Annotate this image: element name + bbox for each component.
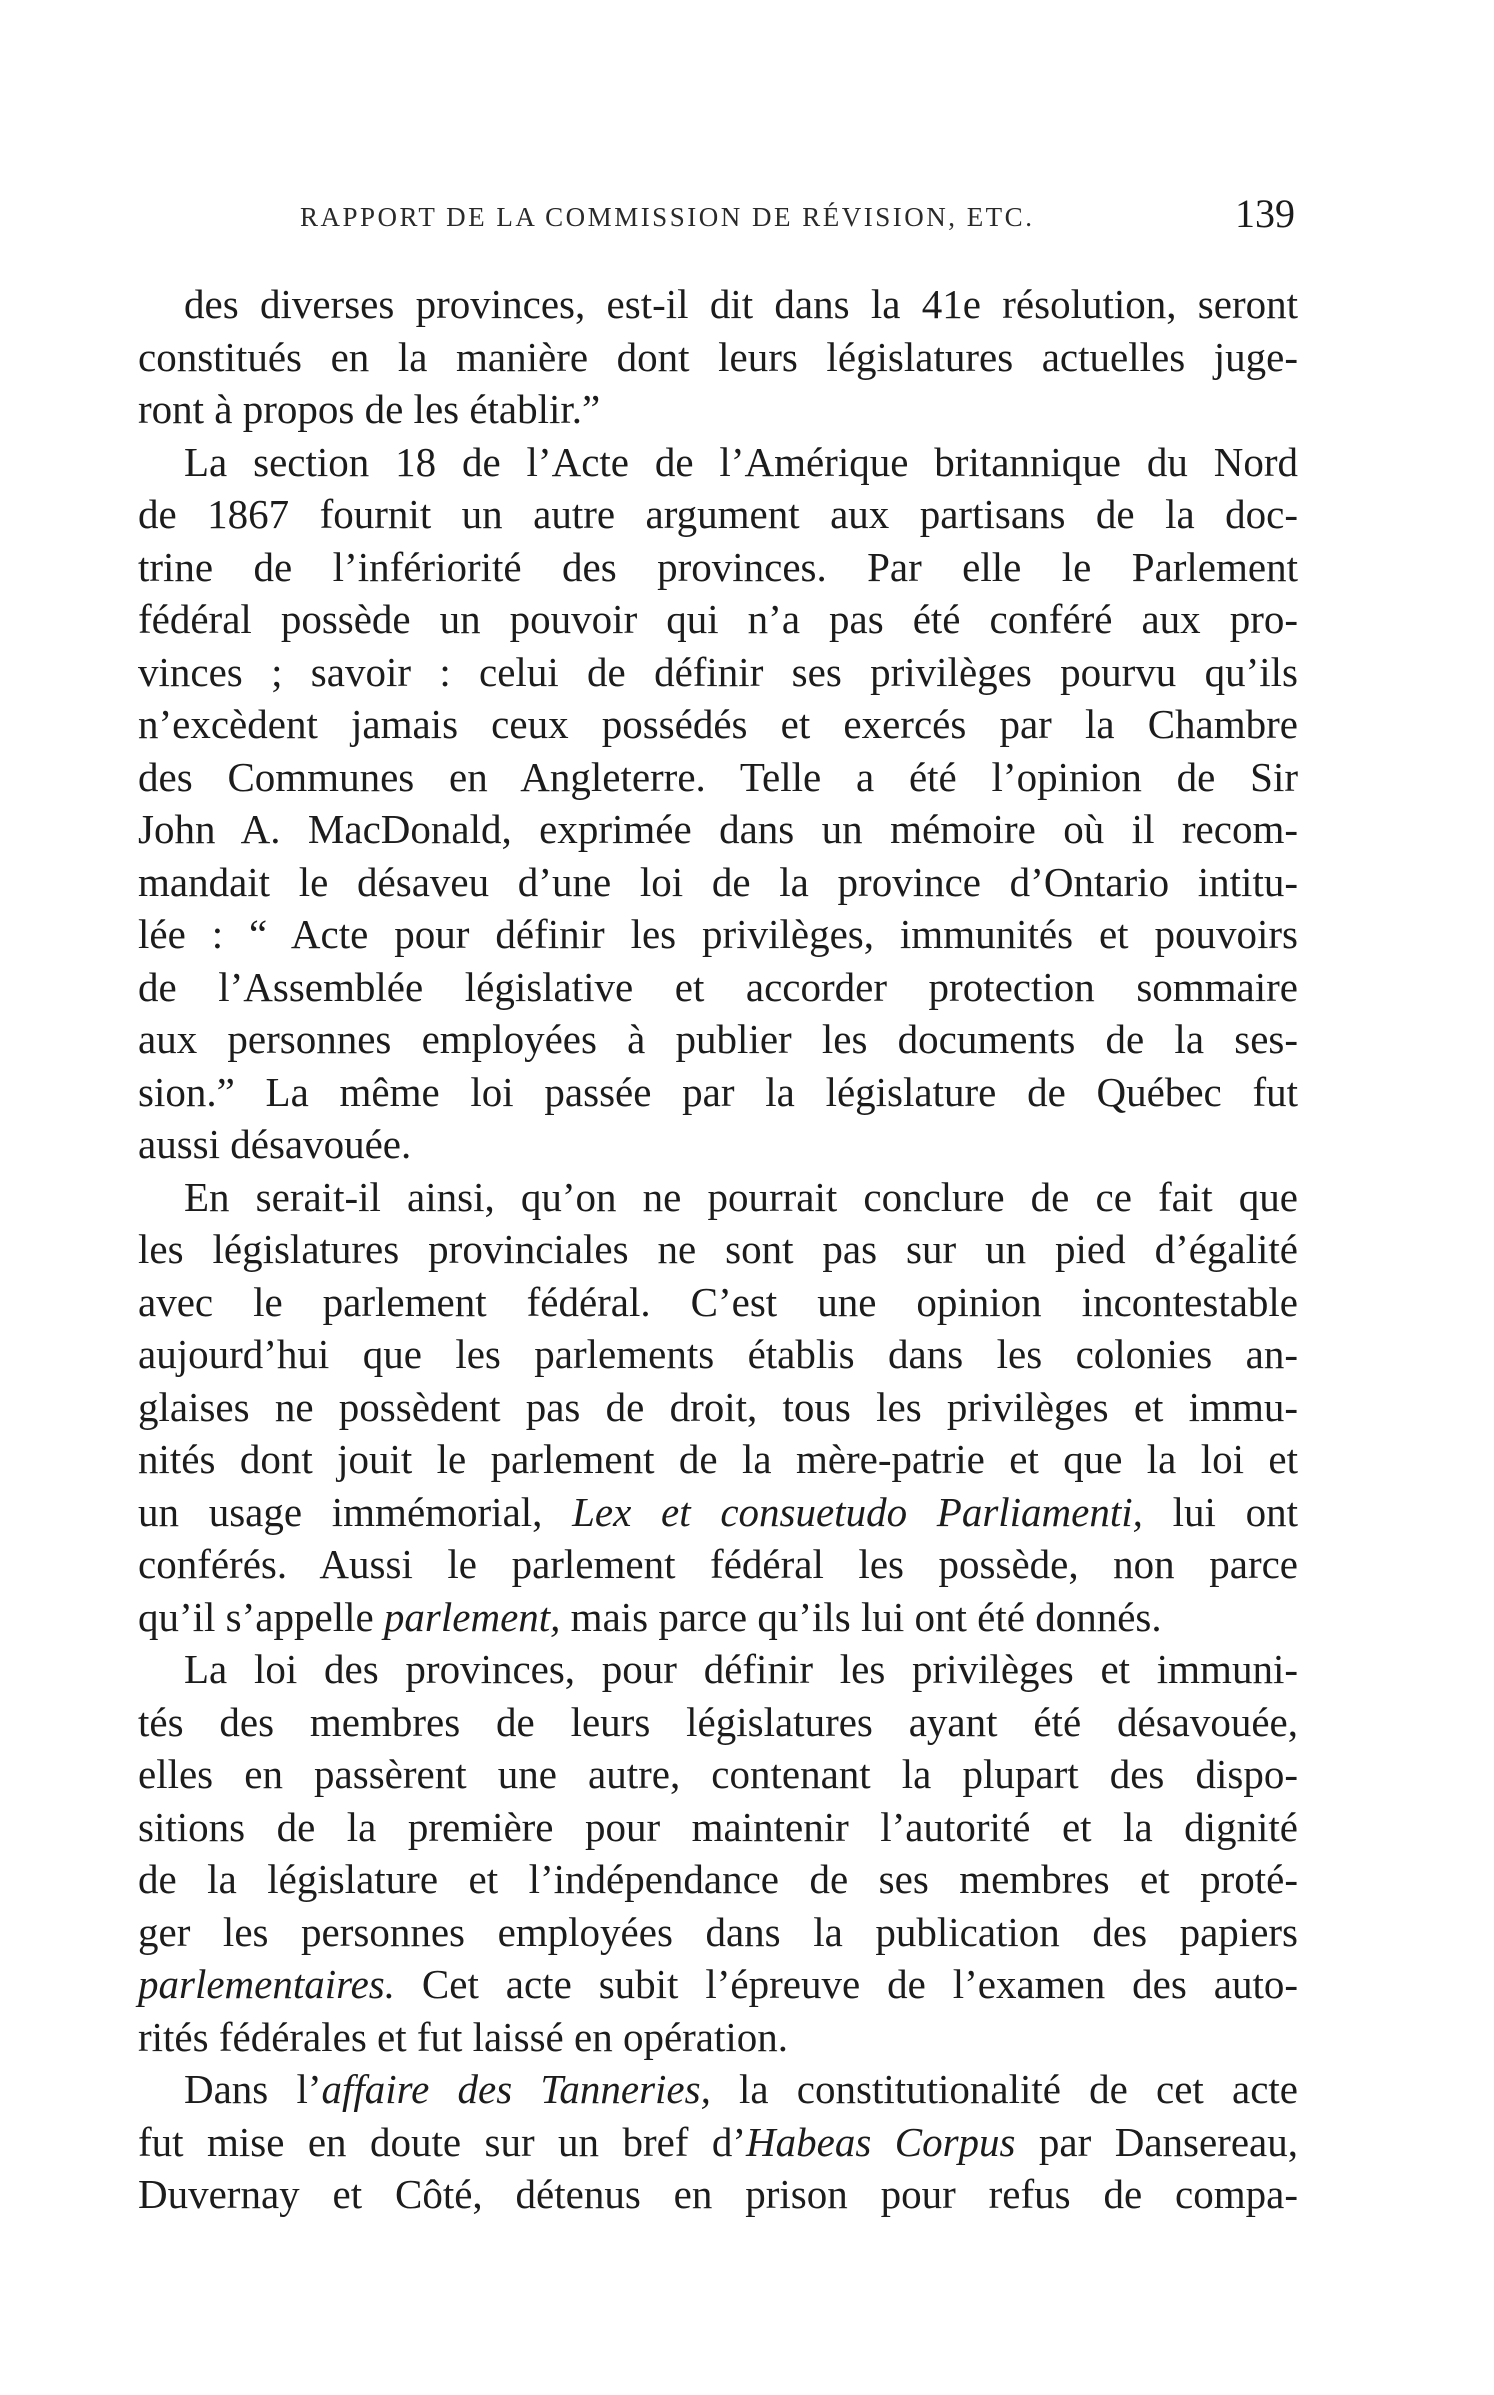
text-segment: avec le parlement fédéral. C’est une opinion incontestable xyxy=(138,1278,1298,1325)
text-line xyxy=(138,1643,1298,1696)
running-head: RAPPORT DE LA COMMISSION DE RÉVISION, ETC. xyxy=(300,202,1035,232)
text-segment: vinces ; savoir : celui de définir ses privilèges pourvu qu’ils xyxy=(138,648,1298,695)
text-segment: aussi désavouée. xyxy=(138,1121,412,1167)
text-segment: un usage immémorial, xyxy=(138,1488,573,1535)
text-segment: Dans l’ xyxy=(184,2066,322,2112)
text-line xyxy=(138,1276,1298,1329)
text-segment: mandait le désaveu d’une loi de la province d’Ontario intitu- xyxy=(138,858,1298,905)
text-line xyxy=(138,488,1298,541)
text-segment: mais parce qu’ils lui ont été donnés. xyxy=(560,1593,1162,1640)
text-segment: les législatures provinciales ne sont pas sur un pied d’égalité xyxy=(138,1226,1298,1272)
text-line xyxy=(138,593,1298,646)
italic-text: Habeas Corpus xyxy=(746,2118,1016,2165)
text-line xyxy=(138,803,1298,856)
text-line xyxy=(138,961,1298,1014)
text-line xyxy=(138,541,1298,594)
text-line xyxy=(138,331,1298,384)
text-line xyxy=(138,1013,1298,1066)
text-segment: elles en passèrent une autre, contenant la plupart des dispo- xyxy=(138,1751,1298,1797)
text-segment: fédéral possède un pouvoir qui n’a pas été conféré aux pro- xyxy=(138,596,1298,642)
text-segment: aux personnes employées à publier les documents de la ses- xyxy=(138,1016,1298,1062)
text-segment: la constitutionalité de cet acte xyxy=(710,2066,1298,2112)
text-line xyxy=(138,1696,1298,1749)
text-line xyxy=(138,1171,1298,1224)
body-text xyxy=(138,278,1298,2221)
text-line xyxy=(138,1538,1298,1591)
text-line xyxy=(138,1853,1298,1906)
text-segment: ront à propos de les établir.” xyxy=(138,386,601,432)
text-segment: par Dansereau, xyxy=(1015,2118,1298,2165)
text-segment: des diverses provinces, est-il dit dans la 41e résolution, seront xyxy=(184,281,1298,327)
text-segment: de l’Assemblée législative et accorder protection sommaire xyxy=(138,963,1298,1010)
italic-text: parlementaires. xyxy=(138,1961,395,2007)
text-line xyxy=(138,698,1298,751)
text-line xyxy=(138,1433,1298,1486)
italic-text: Lex et consuetudo Parliamenti, xyxy=(572,1488,1143,1535)
text-line xyxy=(138,2116,1298,2169)
text-line xyxy=(138,751,1298,804)
text-line xyxy=(138,1906,1298,1959)
text-segment: nités dont jouit le parlement de la mère-patrie et que la loi et xyxy=(138,1436,1298,1482)
text-line xyxy=(138,383,1298,436)
text-line xyxy=(138,1066,1298,1119)
text-segment: conférés. Aussi le parlement fédéral les possède, non parce xyxy=(138,1541,1298,1587)
text-segment: aujourd’hui que les parlements établis dans les colonies an- xyxy=(138,1331,1298,1377)
text-segment: La loi des provinces, pour définir les privilèges et immuni- xyxy=(184,1646,1298,1692)
text-line xyxy=(138,1801,1298,1854)
italic-text: affaire des Tanneries, xyxy=(321,2066,711,2112)
text-line xyxy=(138,908,1298,961)
text-segment: des Communes en Angleterre. Telle a été l’opinion de Sir xyxy=(138,753,1298,800)
text-segment: qu’il s’appelle xyxy=(138,1593,384,1640)
text-segment: Cet acte subit l’épreuve de l’examen des auto- xyxy=(394,1961,1298,2007)
text-segment: constitués en la manière dont leurs législatures actuelles juge- xyxy=(138,333,1298,380)
italic-text: parlement, xyxy=(383,1593,561,1640)
text-line xyxy=(138,1486,1298,1539)
text-segment: de 1867 fournit un autre argument aux partisans de la doc- xyxy=(138,491,1298,537)
text-line xyxy=(138,646,1298,699)
text-line xyxy=(138,436,1298,489)
text-line xyxy=(138,2063,1298,2116)
text-segment: rités fédérales et fut laissé en opération. xyxy=(138,2013,789,2060)
text-line xyxy=(138,1591,1298,1644)
text-segment: La section 18 de l’Acte de l’Amérique britannique du Nord xyxy=(184,438,1298,485)
text-segment: glaises ne possèdent pas de droit, tous les privilèges et immu- xyxy=(138,1383,1298,1430)
text-segment: lée : “ Acte pour définir les privilèges, immunités et pouvoirs xyxy=(138,911,1298,957)
text-line xyxy=(138,2011,1298,2064)
text-segment: fut mise en doute sur un bref d’ xyxy=(138,2118,747,2165)
text-line xyxy=(138,1748,1298,1801)
text-line xyxy=(138,1328,1298,1381)
text-line xyxy=(138,856,1298,909)
text-segment: lui ont xyxy=(1142,1488,1298,1535)
text-segment: trine de l’infériorité des provinces. Par elle le Parlement xyxy=(138,543,1298,590)
text-segment: n’excèdent jamais ceux possédés et exercés par la Chambre xyxy=(138,701,1298,747)
text-segment: John A. MacDonald, exprimée dans un mémoire où il recom- xyxy=(138,806,1298,852)
text-line xyxy=(138,1118,1298,1171)
text-segment: sion.” La même loi passée par la législature de Québec fut xyxy=(138,1068,1298,1115)
text-line xyxy=(138,278,1298,331)
text-segment: de la législature et l’indépendance de ses membres et proté- xyxy=(138,1856,1298,1902)
text-segment: En serait-il ainsi, qu’on ne pourrait conclure de ce fait que xyxy=(184,1173,1298,1220)
text-segment: sitions de la première pour maintenir l’autorité et la dignité xyxy=(138,1803,1298,1850)
text-line xyxy=(138,2168,1298,2221)
text-line xyxy=(138,1958,1298,2011)
text-segment: ger les personnes employées dans la publication des papiers xyxy=(138,1908,1298,1955)
text-segment: Duvernay et Côté, détenus en prison pour refus de compa- xyxy=(138,2171,1298,2217)
text-line xyxy=(138,1223,1298,1276)
text-line xyxy=(138,1381,1298,1434)
page-number: 139 xyxy=(1235,191,1295,236)
text-segment: tés des membres de leurs législatures ayant été désavouée, xyxy=(138,1698,1298,1745)
